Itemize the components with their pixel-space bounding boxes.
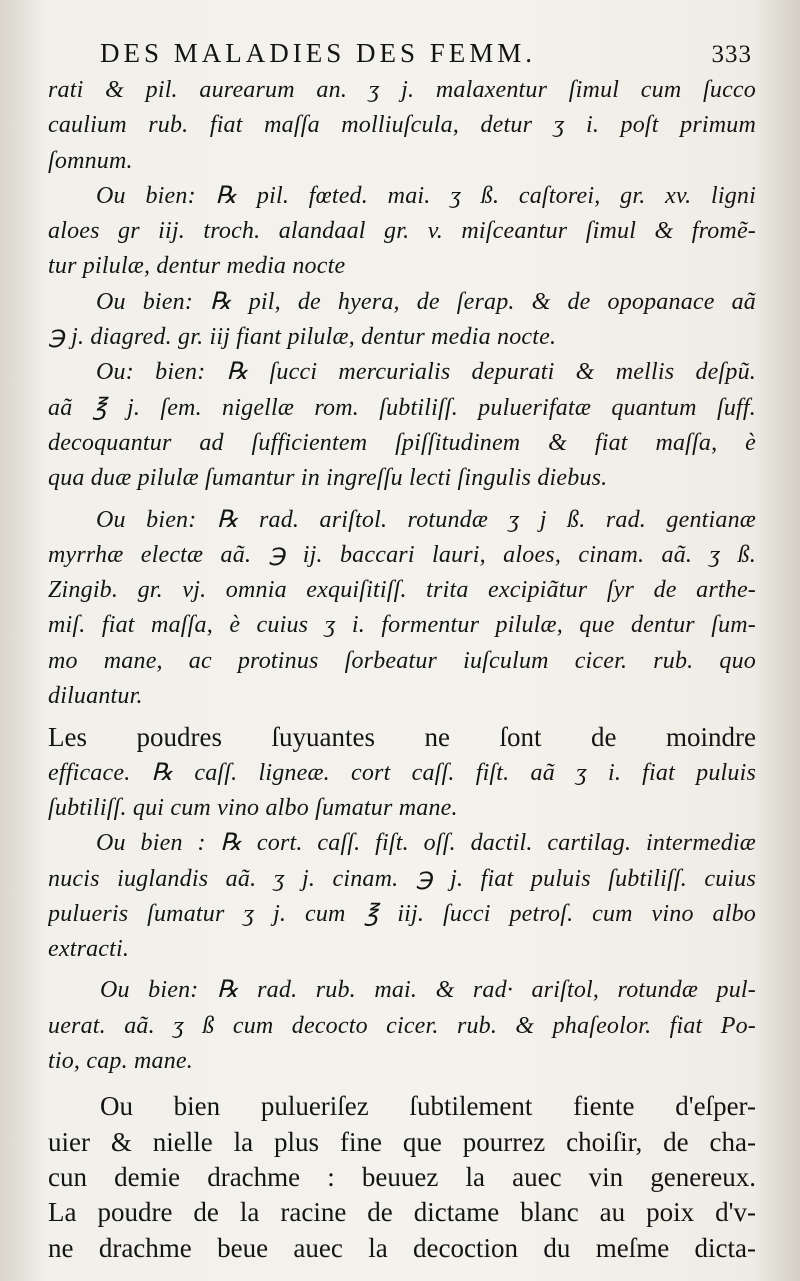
- text-line: nucis iuglandis aã. ʒ j. cinam. ℈ j. fiat puluis ſubtiliſſ. cuius: [48, 865, 756, 892]
- text-line: Ou bien: ℞ pil. fœted. mai. ʒ ß. caſtorei, gr. xv. ligni: [96, 182, 756, 209]
- text-line: efficace. ℞ caſſ. ligneæ. cort caſſ. fiſt. aã ʒ i. fiat puluis: [48, 759, 756, 786]
- text-line: myrrhæ electæ aã. ℈ ij. baccari lauri, aloes, cinam. aã. ʒ ß.: [48, 541, 756, 568]
- text-line: qua duæ pilulæ ſumantur in ingreſſu lecti ſingulis diebus.: [48, 465, 608, 492]
- text-line: ſubtiliſſ. qui cum vino albo ſumatur mane.: [48, 794, 458, 821]
- text-line: decoquantur ad ſufficientem ſpiſſitudinem & fiat maſſa, è: [48, 429, 756, 456]
- text-line: Les poudres ſuyuantes ne ſont de moindre: [48, 722, 756, 753]
- text-line: extracti.: [48, 936, 130, 963]
- text-line: uerat. aã. ʒ ß cum decocto cicer. rub. & phaſeolor. fiat Po-: [48, 1012, 756, 1039]
- text-line: Ou bien: ℞ pil, de hyera, de ſerap. & de opopanace aã: [96, 288, 756, 315]
- paragraph-gap: [48, 1079, 756, 1089]
- text-line: La poudre de la racine de dictame blanc au poix d'v-: [48, 1197, 756, 1228]
- text-line: cun demie drachme : beuuez la auec vin genereux.: [48, 1161, 756, 1192]
- text-line: Zingib. gr. vj. omnia exquiſitiſſ. trita excipiãtur ſyr de arthe-: [48, 577, 756, 604]
- text-line: Ou bien: ℞ rad. rub. mai. & rad· ariſtol, rotundæ pul-: [100, 977, 756, 1004]
- text-line: miſ. fiat maſſa, è cuius ʒ i. formentur pilulæ, que dentur ſum-: [48, 612, 756, 639]
- text-line: Ou bien : ℞ cort. caſſ. fiſt. oſſ. dactil. cartilag. intermediæ: [96, 830, 756, 857]
- text-line: tur pilulæ, dentur media nocte: [48, 253, 346, 280]
- running-header: [100, 38, 756, 69]
- text-line: rati & pil. aurearum an. ʒ j. malaxentur ſimul cum ſucco: [48, 77, 756, 103]
- text-line: aã ℥ j. ſem. nigellæ rom. ſubtiliſſ. puluerifatæ quantum ſuff.: [48, 394, 756, 421]
- text-line: uier & nielle la plus fine que pourrez choiſir, de cha-: [48, 1126, 756, 1157]
- text-line: Ou bien: ℞ rad. ariſtol. rotundæ ʒ j ß. rad. gentianæ: [96, 506, 756, 533]
- text-line: pulueris ſumatur ʒ j. cum ℥ iij. ſucci petroſ. cum vino albo: [48, 900, 756, 927]
- text-line: aloes gr iij. troch. alandaal gr. v. miſceantur ſimul & fromẽ-: [48, 218, 756, 245]
- text-line: ne drachme beue auec la decoction du meſme dicta-: [48, 1232, 756, 1263]
- text-line: Ou: bien: ℞ ſucci mercurialis depurati & mellis deſpũ.: [96, 359, 756, 386]
- text-line: mo mane, ac protinus ſorbeatur iuſculum cicer. rub. quo: [48, 647, 756, 674]
- text-line: Ou bien pulueriſez ſubtilement fiente d'eſper-: [100, 1091, 756, 1122]
- running-title: DES MALADIES DES FEMM.: [100, 38, 537, 68]
- text-line: diluantur.: [48, 683, 143, 710]
- text-line: caulium rub. fiat maſſa molliuſcula, detur ʒ i. poſt primum: [48, 112, 756, 139]
- page-body: [48, 73, 756, 1266]
- text-line: ℈ j. diagred. gr. iij fiant pilulæ, dentur media nocte.: [48, 324, 557, 351]
- page-number: 333: [711, 41, 752, 68]
- text-line: ſomnum.: [48, 147, 133, 174]
- text-line: tio, cap. mane.: [48, 1048, 193, 1075]
